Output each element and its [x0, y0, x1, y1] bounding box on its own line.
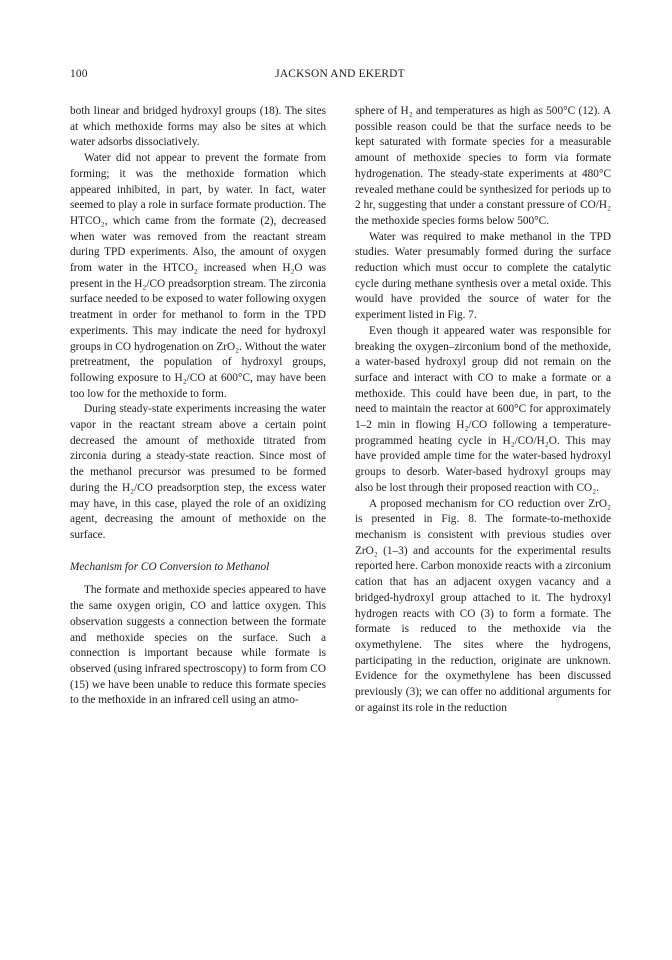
paragraph: A proposed mechanism for CO reduction over ZrO₂ is presented in Fig. 8. The formate-to-methoxide mechanism is consistent with previous studies over ZrO₂ (1–3) and accounts for the experimental results reported here. Carbon monoxide reacts with a zirconium cation that has an adjacent oxygen vacancy and a bridged-hydroxyl group attached to it. The hydroxyl hydrogen reacts with CO (3) to form a formate. The formate is reduced to the methoxide via the oxymethylene. The sites where the hydrogens, participating in the reduction, originate are unknown. Evidence for the oxymethylene has been discussed previously (3); we can offer no additional arguments for or against its role in the reduction: [355, 497, 611, 714]
page-number: 100: [70, 68, 88, 80]
paragraph: Water was required to make methanol in the TPD studies. Water presumably formed during the surface reduction which must occur to complete the catalytic cycle during methane synthesis over a metal oxide. This would have provided the source of water for the experiment listed in Fig. 7.: [355, 230, 611, 322]
left-column: [70, 104, 326, 709]
paragraph: sphere of H₂ and temperatures as high as 500°C (12). A possible reason could be that the surface needs to be kept saturated with formate species for a measurable amount of methoxide species to form via formate hydrogenation. The steady-state experiments at 480°C revealed methane could be synthesized for periods up to 2 hr, suggesting that under a constant pressure of CO/H₂ the methoxide species forms below 500°C.: [355, 105, 611, 227]
paragraph: Water did not appear to prevent the formate from forming; it was the methoxide formation which appeared inhibited, in part, by water. In fact, water seemed to play a role in surface formate production. The HTCO₂, which came from the formate (2), decreased when water was removed from the reactant stream during TPD experiments. Also, the amount of oxygen from water in the HTCO₂ increased when H₂O was present in the H₂/CO preadsorption stream. The zirconia surface needed to be exposed to water following oxygen treatment in order for methanol to form in the TPD experiments. This may indicate the need for hydroxyl groups in CO hydrogenation on ZrO₂. Without the water pretreatment, the population of hydroxyl groups, following exposure to H₂/CO at 600°C, may have been too low for the methoxide to form.: [70, 152, 326, 400]
paragraph: both linear and bridged hydroxyl groups (18). The sites at which methoxide forms may also be sites at which water adsorbs dissociatively.: [70, 105, 326, 149]
page-header: [70, 68, 610, 84]
running-head: JACKSON AND EKERDT: [275, 68, 405, 80]
section-heading: Mechanism for CO Conversion to Methanol: [70, 560, 270, 573]
paragraph: During steady-state experiments increasing the water vapor in the reactant stream above a certain point decreased the amount of methoxide titrated from zirconia during a steady-state reaction. Since most of the methanol precursor was presumed to be formed during the H₂/CO preadsorption step, the excess water may have, in this case, played the role of an oxidizing agent, decreasing the amount of methoxide on the surface.: [70, 403, 326, 541]
paragraph: Even though it appeared water was responsible for breaking the oxygen–zirconium bond of the methoxide, a water-based hydroxyl group did not remain on the surface and interact with CO to make a formate or a methoxide. This could have been due, in part, to the need to maintain the reactor at 600°C for approximately 1–2 min in flowing H₂/CO following a temperature-programmed heating cycle in H₂/CO/H₂O. This may have provided ample time for the water-based hydroxyl groups to desorb. Water-based hydroxyl groups may also be lost through their proposed reaction with CO₂.: [355, 324, 611, 494]
right-column: [355, 104, 611, 716]
paragraph: The formate and methoxide species appeared to have the same oxygen origin, CO and lattice oxygen. This observation suggests a connection between the formate and methoxide species on the surface. Such a connection is important because while formate is observed (using infrared spectroscopy) to form from CO (15) we have been unable to reduce this formate species to the methoxide in an infrared cell using an atmo-: [70, 584, 326, 707]
